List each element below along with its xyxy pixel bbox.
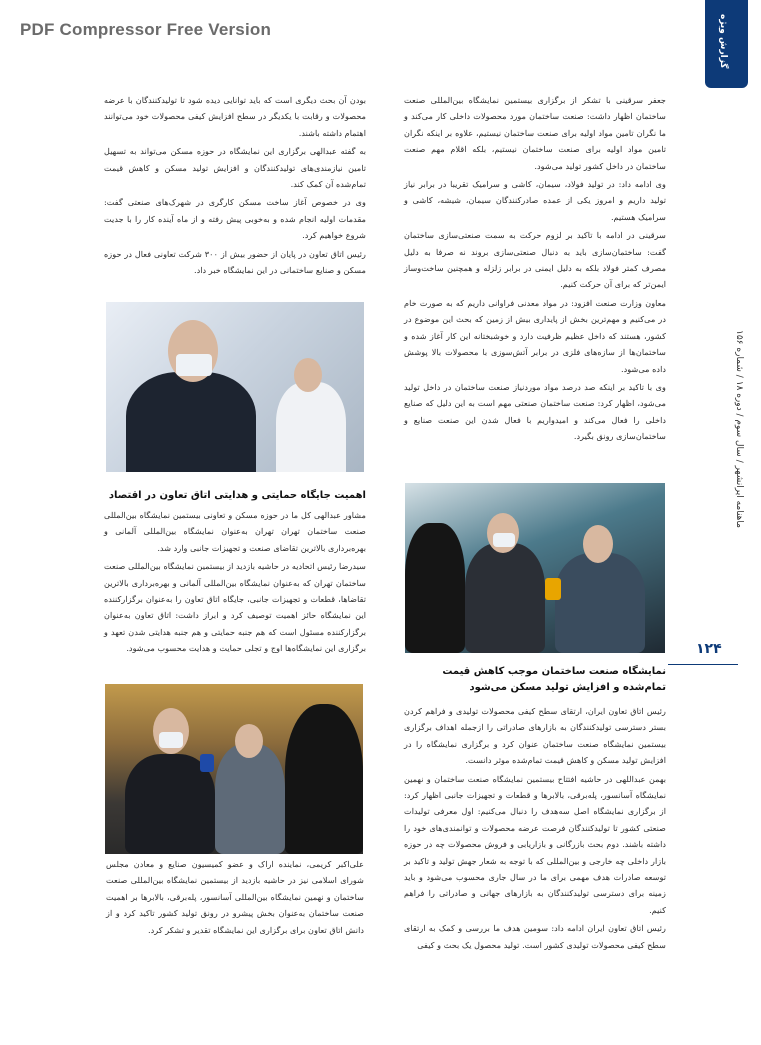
issue-side-label: ماهنامه ایرانشهر / سال سوم / دوره ۱۸ / شماره ۱۵۶ xyxy=(734,330,744,528)
section-tab-label: گزارش ویژه xyxy=(718,14,728,69)
photo-interview-with-reporters xyxy=(105,684,363,854)
left-column-top xyxy=(104,92,366,292)
paragraph: معاون وزارت صنعت افزود: در مواد معدنی فراوانی داریم که به صورت خام در می‌کنیم و مهم‌ترین بخش از پایداری بیش از زمین که بحث این موضوع در کشور، هستند که داخل عظیم ظرفیت دارد و خوشبختانه این کار آغاز شده و ساختمان‌ها از سازه‌های فلزی در برابر آتش‌سوزی با محصولات بالا پوشش داده می‌شود. xyxy=(404,297,666,374)
paragraph: وی با تاکید بر اینکه صد درصد مواد موردنیاز صنعت ساختمان در داخل تولید می‌شود، اظهار کرد: صنعت ساختمان صنعتی مهم است به این دلیل که صنایع داخلی را فعال می‌کند و امیدواریم با فعال شدن این صنعت صنایع و ساختمان‌سازی رونق بگیرد. xyxy=(404,381,666,442)
pdf-compressor-watermark: PDF Compressor Free Version xyxy=(20,20,272,39)
photo-press-interview xyxy=(405,483,665,653)
paragraph: رئیس اتاق تعاون ایران ادامه داد: سومین هدف ما بررسی و کمک به ارتقای سطح کیفی محصولات تولیدی کشور است. تولید محصول یک بحث و کیفی xyxy=(404,923,666,950)
right-column-top xyxy=(404,92,666,470)
paragraph: وی در خصوص آغاز ساخت مسکن کارگری در شهرک‌های صنعتی گفت: مقدمات اولیه انجام شده و به‌خوبی پیش رفته و از ماه آینده کار را با جدیت شروع خواهیم کرد. xyxy=(104,197,366,241)
left-column-middle xyxy=(104,507,366,672)
paragraph: رئیس اتاق تعاون ایران، ارتقای سطح کیفی محصولات تولیدی و فراهم کردن بستر دسترسی تولیدکنندگان به بازارهای صادراتی را ازجمله اهداف برگزاری بیستمین نمایشگاه صنعت ساختمان عنوان کرد و برگزاری نمایشگاه را در افزایش تولید مسکن و کاهش قیمت تمام‌شده موثر دانست. xyxy=(404,706,666,766)
photo-officials-at-exhibition xyxy=(106,302,364,472)
paragraph: بهمن عبداللهی در حاشیه افتتاح بیستمین نمایشگاه صنعت ساختمان و نهمین نمایشگاه آسانسور، پله‌برقی، بالابرها و قطعات و تجهیزات جانبی اظهار کرد: از برگزاری نمایشگاه اصل سه‌هدف را دنبال می‌کنیم: اول معرفی تولیدات صنعتی کشور تا تولیدکنندگان فرصت عرضه محصولات و توانمندی‌های خود را داشته باشند. دوم بحث بازرگانی و بازاریابی و فروش محصولات چه در حوزه بازار داخلی چه خارجی و بین‌المللی که با توجه به شعار جهش تولید و تاکید بر توسعه صادرات هدف مهمی برای ما در سال جاری محسوب می‌شود و باید زمینه برای دسترسی تولیدکنندگان به بازارهای جهانی و صادراتی را فراهم کنیم. xyxy=(404,773,666,915)
section-tab xyxy=(705,0,748,88)
paragraph: سرقینی در ادامه با تاکید بر لزوم حرکت به سمت صنعتی‌سازی ساختمان گفت: ساختمان‌سازی باید به دنبال صنعتی‌سازی بروند نه صرفا به دلیل مصرف کمتر فولاد بلکه به دلیل ایمنی در برابر زلزله و همچنین ساخت‌وساز ایمن‌تر که برای آن حرکت کنیم. xyxy=(404,230,666,290)
paragraph: وی ادامه داد: در تولید فولاد، سیمان، کاشی و سرامیک تقریبا در برابر نیاز تولید داریم و امروز یکی از عمده صادرکنندگان سیمان، شیشه، کاشی و سرامیک هستیم. xyxy=(404,179,666,222)
paragraph: رئیس اتاق تعاون در پایان از حضور بیش از ۳۰۰ شرکت تعاونی فعال در حوزه مسکن و صنایع ساختمانی در این نمایشگاه خبر داد. xyxy=(104,248,366,276)
paragraph: به گفته عبدالهی برگزاری این نمایشگاه در حوزه مسکن می‌تواند به تسهیل تامین نیازمندی‌های تولیدکنندگان و افزایش تولید مسکن و کاهش قیمت تمام‌شده آن کمک کند. xyxy=(104,146,366,190)
paragraph: مشاور عبدالهی کل ما در حوزه مسکن و تعاونی بیستمین نمایشگاه بین‌المللی صنعت ساختمان تهران تهران به‌عنوان نمایشگاه بین‌المللی آلمانی و بهره‌برداری بالاترین تقاضای صنعت و تجهیزات جانبی وارد شد. xyxy=(104,510,366,553)
paragraph: سیدرضا رئیس اتحادیه در حاشیه بازدید از بیستمین نمایشگاه بین‌المللی صنعت ساختمان تهران که به‌عنوان نمایشگاه بین‌المللی آلمانی و بهره‌برداری بالاترین تقاضاها، قطعات و تجهیزات جانبی، جایگاه اتاق تعاون را به‌عنوان برگزارکننده این نمایشگاه حائز اهمیت توصیف کرد و ابراز داشت: اتاق تعاون به‌عنوان برگزارکننده مسئول است که هم جنبه حمایتی و هم جنبه هدایتی شدن تعهد و برگزاری این نمایشگاه‌ها اوج و تجلی حمایت و هدایت محسوب می‌شود. xyxy=(104,561,366,654)
photo-caption: علی‌اکبر کریمی، نماینده اراک و عضو کمیسیون صنایع و معادن مجلس شورای اسلامی نیز در حاشیه بازدید از بیستمین نمایشگاه بین‌المللی صنعت ساختمان و نهمین نمایشگاه بین‌المللی آسانسور، پله‌برقی، بالابرها بر اهمیت صنعت ساختمان به‌عنوان بخش پیشرو در رونق تولید کشور تاکید کرد و از دانش اتاق تعاون برای برگزاری این نمایشگاه تقدیر و تشکر کرد. xyxy=(106,859,364,935)
paragraph: جعفر سرقینی با تشکر از برگزاری بیستمین نمایشگاه بین‌المللی صنعت ساختمان اظهار داشت: صنعت ساختمان مورد محصولات داخلی کار می‌کند و ما نگران تامین مواد اولیه برای صنعت ساختمان نیستیم، علاوه بر اینکه نگران تامین مواد اولیه برای صنعت ساختمان نیستیم، بلکه اقلام مهم صنعت ساختمان در داخل کشور تولید می‌شود. xyxy=(404,95,666,171)
section-heading-left: اهمیت جایگاه حمایتی و هدایتی اتاق تعاون در اقتصاد xyxy=(108,490,366,501)
paragraph: بودن آن بحث دیگری است که باید توانایی دیده شود تا تولیدکنندگان با عرضه محصولات و رقابت با یکدیگر در سطح افزایش کیفی محصولات خود می‌توانند اهتمام داشته باشند. xyxy=(104,95,366,138)
page-number: ۱۲۴ xyxy=(696,641,722,657)
section-heading-right: نمایشگاه صنعت ساختمان موجب کاهش قیمت تمام‌شده و افزایش تولید مسکن می‌شود xyxy=(442,666,666,693)
page-number-rule xyxy=(668,664,738,665)
right-column-bottom xyxy=(404,703,666,1023)
